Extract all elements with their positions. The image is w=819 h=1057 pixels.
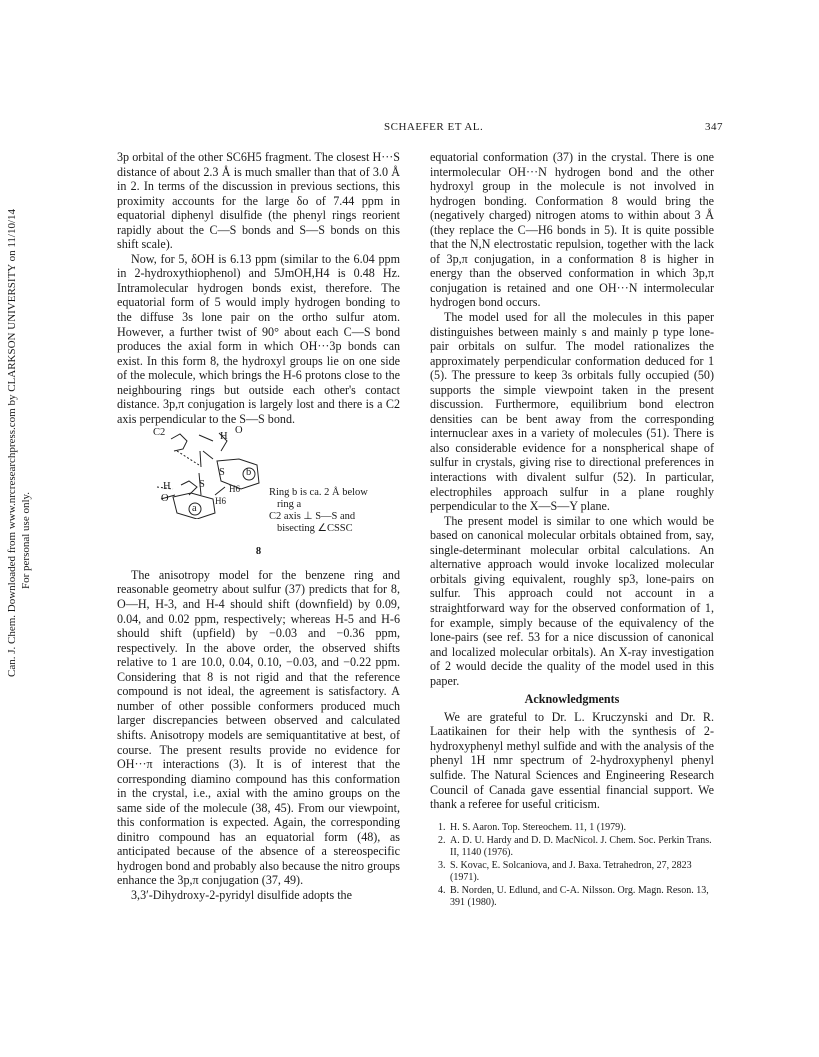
compound-number: 8: [255, 546, 262, 558]
page-number: 347: [705, 121, 723, 133]
figure-note: C2 axis ⊥ S—S and: [269, 511, 356, 523]
figure-note: ring a: [277, 499, 302, 511]
reference-item: 1. H. S. Aaron. Top. Stereochem. 11, 1 (1979).: [438, 821, 626, 833]
reference-item: 2. A. D. U. Hardy and D. D. MacNicol. J. Chem. Soc. Perkin Trans. II, 1140 (1976).: [438, 834, 712, 858]
h6-label: H6: [215, 496, 226, 507]
hydrogen-label: H: [220, 431, 228, 443]
paragraph: The anisotropy model for the benzene ring and reasonable geometry about sulfur (37) predicts that for 8, O—H, H-3, and H-4 should shift (downfield) by 0.09, 0.04, and 0.02 ppm, respectively; whereas H-5 and H-6 should shift (upfield) by −0.03 and −0.36 ppm, respectively. In the above order, the observed shifts relative to 1 are 10.0, 0.04, 0.10, −0.03, and −0.22 ppm. Considering that 8 is not rigid and that the reference compound is not ideal, the agreement is satisfactory. A number of other possible conformers produced much larger discrepancies between observed and calculated shifts. Anisotropy models are semiquantitative at best, of course. The present results provide no evidence for OH···π interactions (3). It is of interest that the corresponding diamino compound has this conformation in the crystal, i.e., axial with the amino groups on the same side of the molecule (38, 45). From our viewpoint, this conformation is expected. Again, the corresponding dinitro compound has an equatorial form (48), as anticipated because of the absence of a stereospecific hydrogen bond and probably also because the nitro groups enhance the 3p,π conjugation (37, 49).: [117, 567, 400, 888]
oxygen-label: O: [235, 425, 243, 437]
right-column: [430, 150, 714, 910]
download-notice: Can. J. Chem. Downloaded from www.nrcresearchpress.com by CLARKSON UNIVERSITY on 11/10/14: [6, 208, 18, 677]
acknowledgments-text: We are grateful to Dr. L. Kruczynski and Dr. R. Laatikainen for their help with the synthesis of 2-hydroxyphenyl methyl sulfide and with the analysis of the phenyl 1H nmr spectrum of 2-hydroxyphenyl phenyl sulfide. The Natural Sciences and Engineering Research Council of Canada gave essential financial support. We thank a referee for useful criticism.: [430, 709, 714, 812]
download-watermark: [0, 0, 40, 1057]
left-column: [117, 150, 400, 903]
paragraph: equatorial conformation (37) in the crystal. There is one intermolecular OH···N hydrogen bond and the other hydroxyl group in the molecule is not involved in hydrogen bonding. Conformation 8 would bring the (negatively charged) nitrogen atoms to within about 3 Å (they replace the C—H6 bonds in 5). It is quite possible that the N,N electrostatic repulsion, together with the lack of 3p,π conjugation, in a conformation 8 is higher in energy than the observed conformation in which 3p,π conjugation is retained and one OH···N intermolecular hydrogen bond occurs.: [430, 150, 714, 310]
c2-axis-label: C2: [153, 427, 166, 439]
reference-item: 3. S. Kovac, E. Solcaniova, and J. Baxa. Tetrahedron, 27, 2823 (1971).: [438, 859, 692, 883]
paragraph: The present model is similar to one which would be based on canonical molecular orbitals obtained from, say, single-determinant molecular orbital calculations. An alternative approach would invoke localized molecular orbitals giving equivalent, roughly sp3, lone-pairs on sulfur. This approach could not account in a straightforward way for the observed conformation of 1, for example, simply because of the equivalency of the lone-pairs (see ref. 53 for a nice discussion of canonical and localized molecular orbitals). An X-ray investigation of 2 would decide the quality of the model used in this paper.: [430, 513, 714, 688]
h6-label: H6: [229, 484, 240, 495]
reference-item: 4. B. Norden, U. Edlund, and C-A. Nilsson. Org. Magn. Reson. 13, 391 (1980).: [438, 884, 709, 908]
hydrogen-label: H: [163, 481, 171, 493]
figure-note: Ring b is ca. 2 Å below: [269, 487, 368, 499]
personal-use-notice: For personal use only.: [20, 491, 32, 589]
running-title: SCHAEFER ET AL.: [384, 121, 484, 133]
molecule-drawing: [117, 429, 400, 519]
figure-note: bisecting ∠CSSC: [277, 523, 353, 535]
paragraph: The model used for all the molecules in this paper distinguishes between mainly s and mainly p type lone-pair orbitals on sulfur. The model rationalizes the approximately perpendicular conformation deduced for 1 (5). The pressure to keep 3s orbitals fully occupied (50) supports the simple viewpoint taken in the present discussion. Furthermore, equilibrium bond electron densities can be bent away from the corresponding internuclear axes in a variety of molecules (51). There is also considerable evidence for a nonspherical shape of sulfur in crystals, giving rise to directional preferences in interactions with divalent sulfur (52). In particular, electrophiles approach sulfur in a plane roughly perpendicular to the X—S—Y plane.: [430, 310, 714, 514]
oxygen-label: O: [161, 493, 169, 505]
structure-figure-8: [117, 425, 400, 535]
ring-b-label: b: [246, 467, 252, 479]
reference-list: [430, 822, 714, 909]
paragraph: 3p orbital of the other SC6H5 fragment. The closest H···S distance of about 2.3 Å is much smaller than that of 3.0 Å in 2. In terms of the discussion in previous sections, this proximity accounts for the large δo of 7.44 ppm in equatorial diphenyl disulfide (the phenyl rings reorient rapidly about the C—S bonds and S—S bonds on this shift scale).: [117, 150, 400, 252]
paragraph: Now, for 5, δOH is 6.13 ppm (similar to the 6.04 ppm in 2-hydroxythiophenol) and 5JmOH,H4 is 0.48 Hz. Intramolecular hydrogen bonds exist, therefore. The equatorial form of 5 would imply hydrogen bonding to the diffuse 3s lone pair on the ortho sulfur atom. However, a further twist of 90° about each C—S bond produces the axial form in which OH···3p bonds can exist. In this form 8, the hydroxyl groups lie on one side of the molecule, which brings the H-6 protons close to the neighbouring rings but outside each other's contact distance. 3p,π conjugation is largely lost and there is a C2 axis perpendicular to the S—S bond.: [117, 251, 400, 426]
ring-a-label: a: [192, 503, 197, 515]
paragraph: 3,3′-Dihydroxy-2-pyridyl disulfide adopts the: [131, 887, 352, 902]
sulfur-label: S: [199, 479, 205, 491]
acknowledgments-heading: Acknowledgments: [524, 692, 620, 707]
sulfur-label: S: [219, 467, 225, 479]
